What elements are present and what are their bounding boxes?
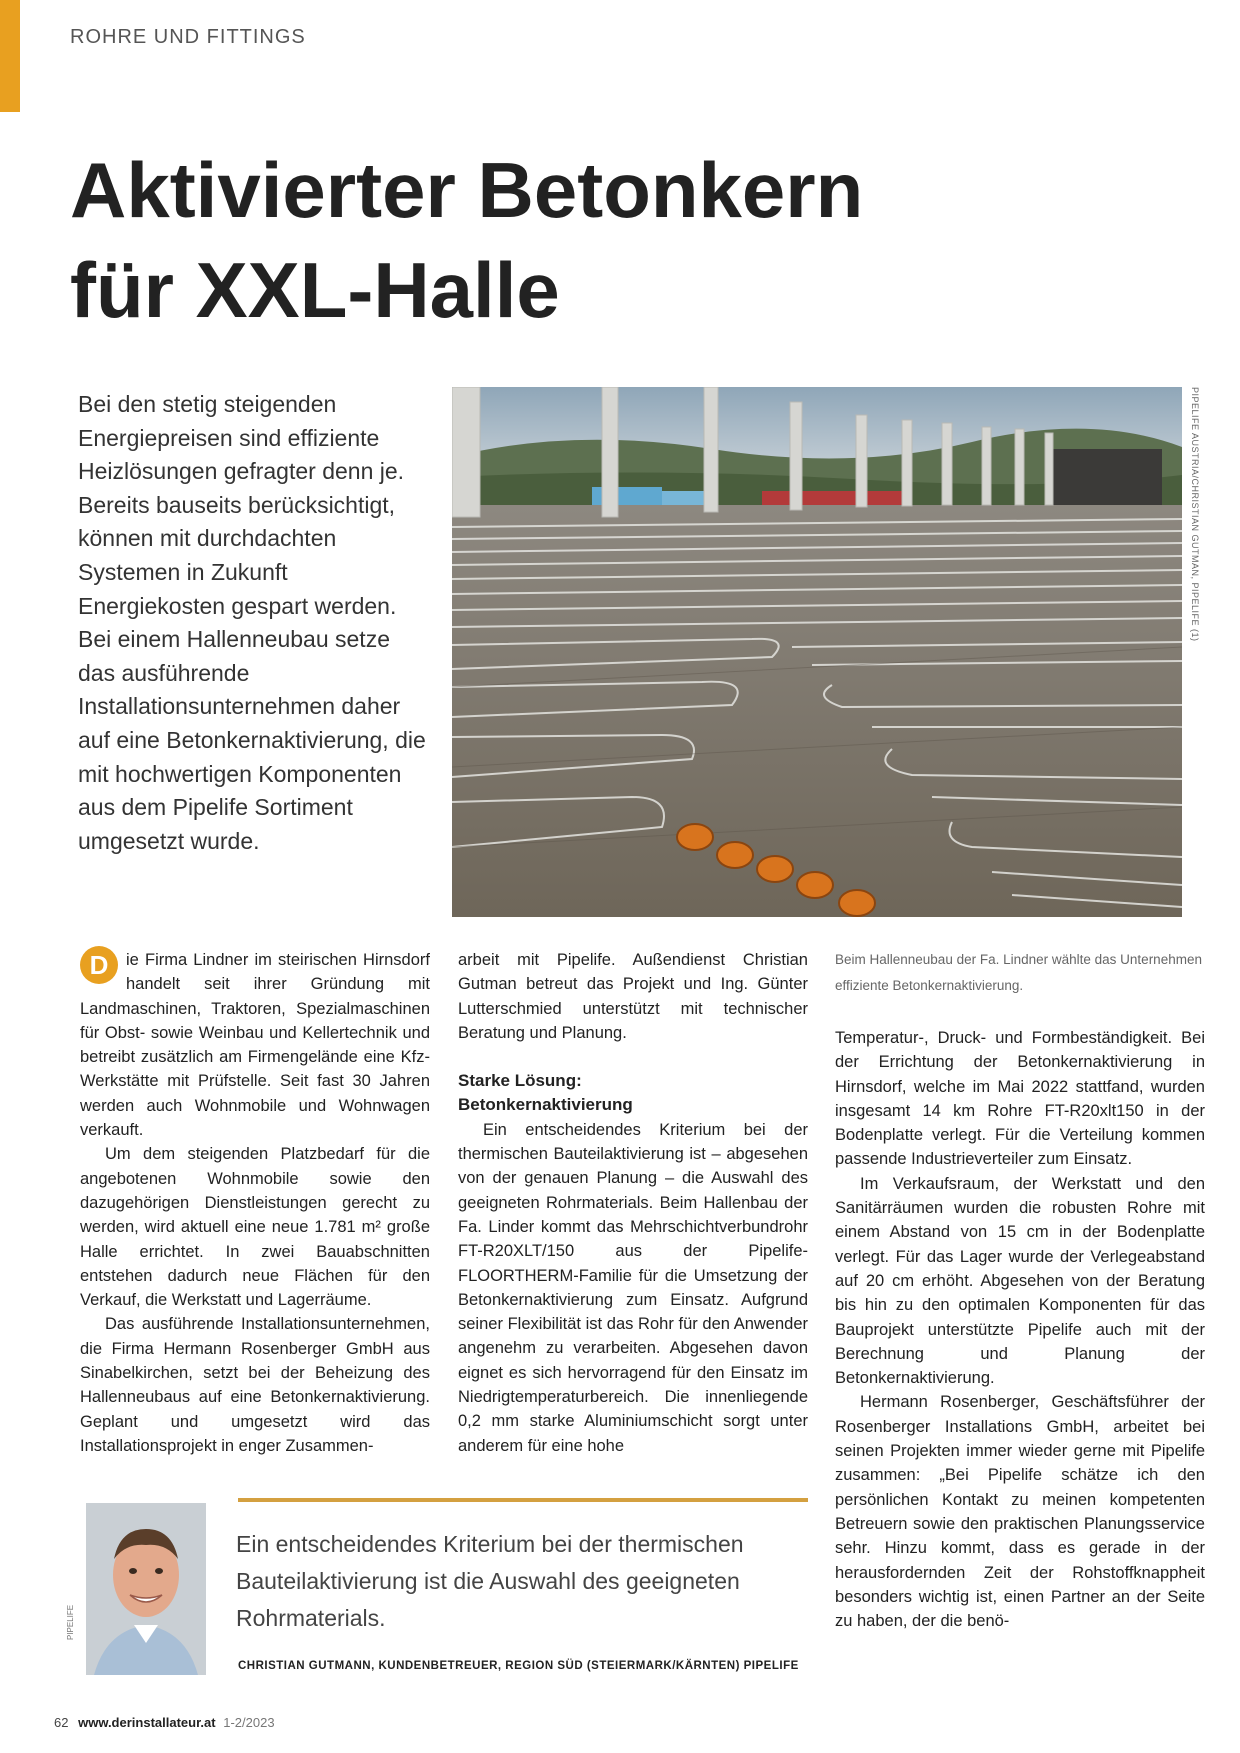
portrait-photo: [86, 1503, 206, 1675]
article-paragraph: [80, 948, 430, 1142]
article-column-1: [80, 948, 430, 1458]
article-paragraph: Das ausführende Installationsunternehmen, die Firma Hermann Rosenberger GmbH aus Sinabelkirchen, setzt bei der Beheizung des Hallenneubaus auf eine Betonkernaktivierung. Geplant und umgesetzt wird das Installationsprojekt in enger Zusammen-: [80, 1315, 430, 1455]
headline-line-1: Aktivierter Betonkern: [70, 146, 864, 234]
article-paragraph: arbeit mit Pipelife. Außendienst Christian Gutman betreut das Projekt und Ing. Günter Lutterschmied unterstützt mit technischer Beratung und Planung.: [458, 951, 808, 1042]
photo-credit-text: PIPELIFE AUSTRIA/CHRISTIAN GUTMAN, PIPELIFE (1): [1190, 387, 1200, 642]
construction-photo: [452, 387, 1182, 917]
section-label: ROHRE UND FITTINGS: [70, 26, 306, 48]
photo-caption: Beim Hallenneubau der Fa. Lindner wählte das Unternehmen effiziente Betonkernaktivierung.: [835, 952, 1202, 993]
article-paragraph: Um dem steigenden Platzbedarf für die angebotenen Wohnmobile sowie den dazugehörigen Dienstleistungen gerecht zu werden, wird aktuell eine neue 1.781 m² große Halle errichtet. In zwei Bauabschnitten entstehen dadurch neue Flächen für den Verkauf, die Werkstatt und Lagerräume.: [80, 1145, 430, 1310]
website-link[interactable]: www.derinstallateur.at: [78, 1715, 216, 1730]
article-paragraph: Im Verkaufsraum, der Werkstatt und den Sanitärräumen wurden die robusten Rohre mit einem Abstand von 15 cm in der Bodenplatte verlegt. Für das Lager wurde der Verlegeabstand auf 20 cm erhöht. Abgesehen von der Beratung bis hin zu den optimalen Komponenten für das Bauprojekt unterstützte Pipelife auch mit der Berechnung und Planung der Betonkernaktivierung.: [835, 1174, 1205, 1388]
article-text: ie Firma Lindner im steirischen Hirnsdorf handelt seit ihrer Gründung mit Landmaschinen, Traktoren, Spezialmaschinen für Obst- sowie Weinbau und Kellertechnik und betreibt zusätzlich am Firmengelände eine Kfz-Werkstätte mit Prüfstelle. Seit fast 30 Jahren werden auch Wohnmobile und Wohnwagen verkauft.: [80, 951, 430, 1140]
construction-photo-illustration: [452, 387, 1182, 917]
article-paragraph: Temperatur-, Druck- und Formbeständigkeit. Bei der Errichtung der Betonkernaktivierung in Hirnsdorf, welche im Mai 2022 stattfand, wurden insgesamt 14 km Rohre FT-R20xlt150 in der Bodenplatte verlegt. Für die Verteilung kommen passende Industrieverteiler zum Einsatz.: [835, 1029, 1205, 1169]
pull-quote: Ein entscheidendes Kriterium bei der thermischen Bauteilaktivierung ist die Auswahl des geeigneten Rohrmaterials.: [236, 1531, 744, 1631]
issue-number: 1-2/2023: [223, 1715, 275, 1730]
article-paragraph: Ein entscheidendes Kriterium bei der thermischen Bauteilaktivierung ist – abgesehen von der genauen Planung – die Auswahl des geeigneten Rohrmaterials. Beim Hallenbau der Fa. Linder kommt das Mehrschichtverbundrohr FT-R20XLT/150 aus der Pipelife-FLOORTHERM-Familie für die Umsetzung der Betonkernaktivierung zum Einsatz. Aufgrund seiner Flexibilität ist das Rohr für den Anwender angenehm zu verarbeiten. Abgesehen davon eignet es sich hervorragend für den Einsatz im Niedrigtemperaturbereich. Die innenliegende 0,2 mm starke Aluminiumschicht sorgt unter anderem für eine hohe: [458, 1120, 808, 1455]
article-column-3: [835, 1026, 1205, 1633]
lead-paragraph: Bei den stetig steigenden Energiepreisen sind effiziente Heizlösungen gefragter denn je. Bereits bauseits berücksichtigt, können mit durchdachten Systemen in Zukunft Energiekosten gespart werden. Bei einem Hallenneubau setze das ausführende Installationsunternehmen daher auf eine Betonkernaktivierung, die mit hochwertigen Komponenten aus dem Pipelife Sortiment umgesetzt wurde.: [78, 391, 426, 854]
article-column-2: [458, 948, 808, 1458]
headline-line-2: für XXL-Halle: [70, 246, 560, 334]
subheading-line-1: Starke Lösung:: [458, 1071, 582, 1091]
accent-bar: [0, 0, 20, 112]
dropcap: D: [80, 946, 118, 984]
quote-author: CHRISTIAN GUTMANN, KUNDENBETREUER, REGION SÜD (STEIERMARK/KÄRNTEN) PIPELIFE: [238, 1660, 799, 1672]
page-footer: [54, 1715, 275, 1730]
article-subheading: [458, 1069, 808, 1118]
headline: [70, 140, 863, 340]
portrait-credit: PIPELIFE: [66, 1604, 75, 1640]
portrait-illustration: [86, 1503, 206, 1675]
photo-credit: [1186, 387, 1204, 642]
quote-divider: [238, 1498, 808, 1502]
article-paragraph: Hermann Rosenberger, Geschäftsführer der Rosenberger Installations GmbH, arbeitet bei seinen Projekten immer wieder gerne mit Pipelife zusammen: „Bei Pipelife schätze ich den persönlichen Kontakt zu meinen kompetenten Betreuern sowie den praktischen Planungsservice sehr. Hinzu kommt, dass es gerade in der herausfordernden Zeit der Rohstoffknappheit besonders wichtig ist, einen Partner an der Seite zu haben, der die benö-: [835, 1393, 1205, 1631]
subheading-line-2: Betonkernaktivierung: [458, 1095, 633, 1115]
page-number: 62: [54, 1715, 69, 1730]
